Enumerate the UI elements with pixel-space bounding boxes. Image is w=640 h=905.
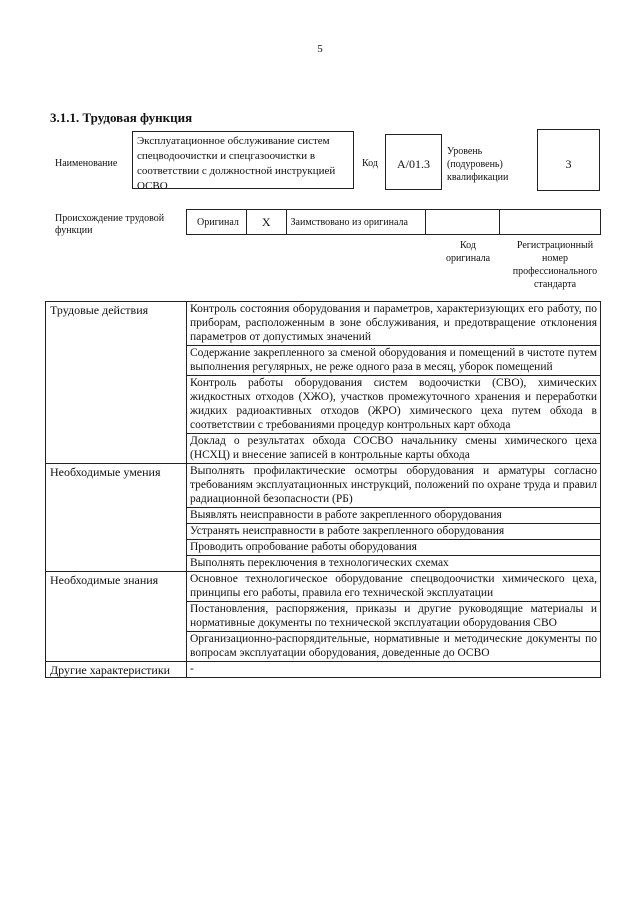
function-name-box: Эксплуатационное обслуживание систем спецводоочистки и спецгазоочистки в соответствии с должностной инструкцией ОСВО bbox=[132, 131, 354, 189]
table-row bbox=[46, 464, 601, 572]
code-original-caption: Код оригинала bbox=[445, 240, 491, 264]
list-item: - bbox=[190, 663, 194, 675]
row-content bbox=[187, 662, 601, 678]
code-label: Код bbox=[362, 158, 378, 169]
row-label: Другие характеристики bbox=[46, 662, 187, 678]
regnum-caption: Регистрационный номер профессионального стандарта bbox=[512, 240, 598, 290]
origin-code-cell bbox=[426, 210, 501, 234]
origin-regnum-cell bbox=[500, 210, 600, 234]
list-item: Проводить опробование работы оборудования bbox=[187, 540, 600, 556]
list-item: Выявлять неисправности в работе закрепленного оборудования bbox=[187, 508, 600, 524]
list-item: Содержание закрепленного за сменой оборудования и помещений в чистоте путем выполнения регулярных, не реже одного раза в месяц, уборок помещений bbox=[187, 346, 600, 376]
original-cell: Оригинал bbox=[187, 210, 247, 234]
origin-label: Происхождение трудовой функции bbox=[55, 213, 165, 236]
section-heading: 3.1.1. Трудовая функция bbox=[50, 110, 193, 125]
origin-row bbox=[186, 209, 601, 235]
name-label: Наименование bbox=[55, 158, 118, 169]
list-item: Контроль работы оборудования систем водоочистки (СВО), химических жидкостных отходов (ХЖО), участков промежуточного хранения и переработки жидких радиоактивных отходов (ЖРО) химического цеха путем обхода в соответствии с требованиями процедур контрольных карт обхода bbox=[187, 376, 600, 434]
row-content bbox=[187, 464, 601, 572]
borrowed-cell: Заимствовано из оригинала bbox=[287, 210, 426, 234]
table-row bbox=[46, 302, 601, 464]
function-details-table bbox=[45, 301, 601, 678]
list-item: Контроль состояния оборудования и параметров, характеризующих его работу, по приборам, расположенным в зоне обслуживания, и предотвращение отклонения параметров от допустимых значений bbox=[187, 302, 600, 346]
list-item: Организационно-распорядительные, нормативные и методические документы по вопросам эксплуатации оборудования, доведенные до ОСВО bbox=[190, 633, 597, 659]
table-row bbox=[46, 662, 601, 678]
row-label: Трудовые действия bbox=[46, 302, 187, 464]
row-label: Необходимые знания bbox=[46, 572, 187, 662]
row-content bbox=[187, 572, 601, 662]
code-box: А/01.3 bbox=[385, 134, 442, 190]
page-number: 5 bbox=[317, 43, 323, 55]
list-item: Доклад о результатах обхода СОСВО начальнику смены химического цеха (НСХЦ) и внесение записей в контрольные карты обхода bbox=[190, 435, 597, 461]
level-label: Уровень (подуровень) квалификации bbox=[447, 146, 509, 183]
list-item: Выполнять переключения в технологических схемах bbox=[190, 557, 449, 569]
list-item: Устранять неисправности в работе закрепленного оборудования bbox=[187, 524, 600, 540]
list-item: Основное технологическое оборудование спецводоочистки химического цеха, принципы его работы, правила его технической эксплуатации bbox=[187, 572, 600, 602]
level-box: 3 bbox=[537, 129, 600, 191]
original-mark: X bbox=[247, 210, 287, 234]
list-item: Выполнять профилактические осмотры оборудования и арматуры согласно требованиям эксплуатационных инструкций, положений по охране труда и правил радиационной безопасности (РБ) bbox=[187, 464, 600, 508]
list-item: Постановления, распоряжения, приказы и другие руководящие материалы и нормативные документы по технической эксплуатации оборудования СВО bbox=[187, 602, 600, 632]
row-label: Необходимые умения bbox=[46, 464, 187, 572]
table-row bbox=[46, 572, 601, 662]
row-content bbox=[187, 302, 601, 464]
